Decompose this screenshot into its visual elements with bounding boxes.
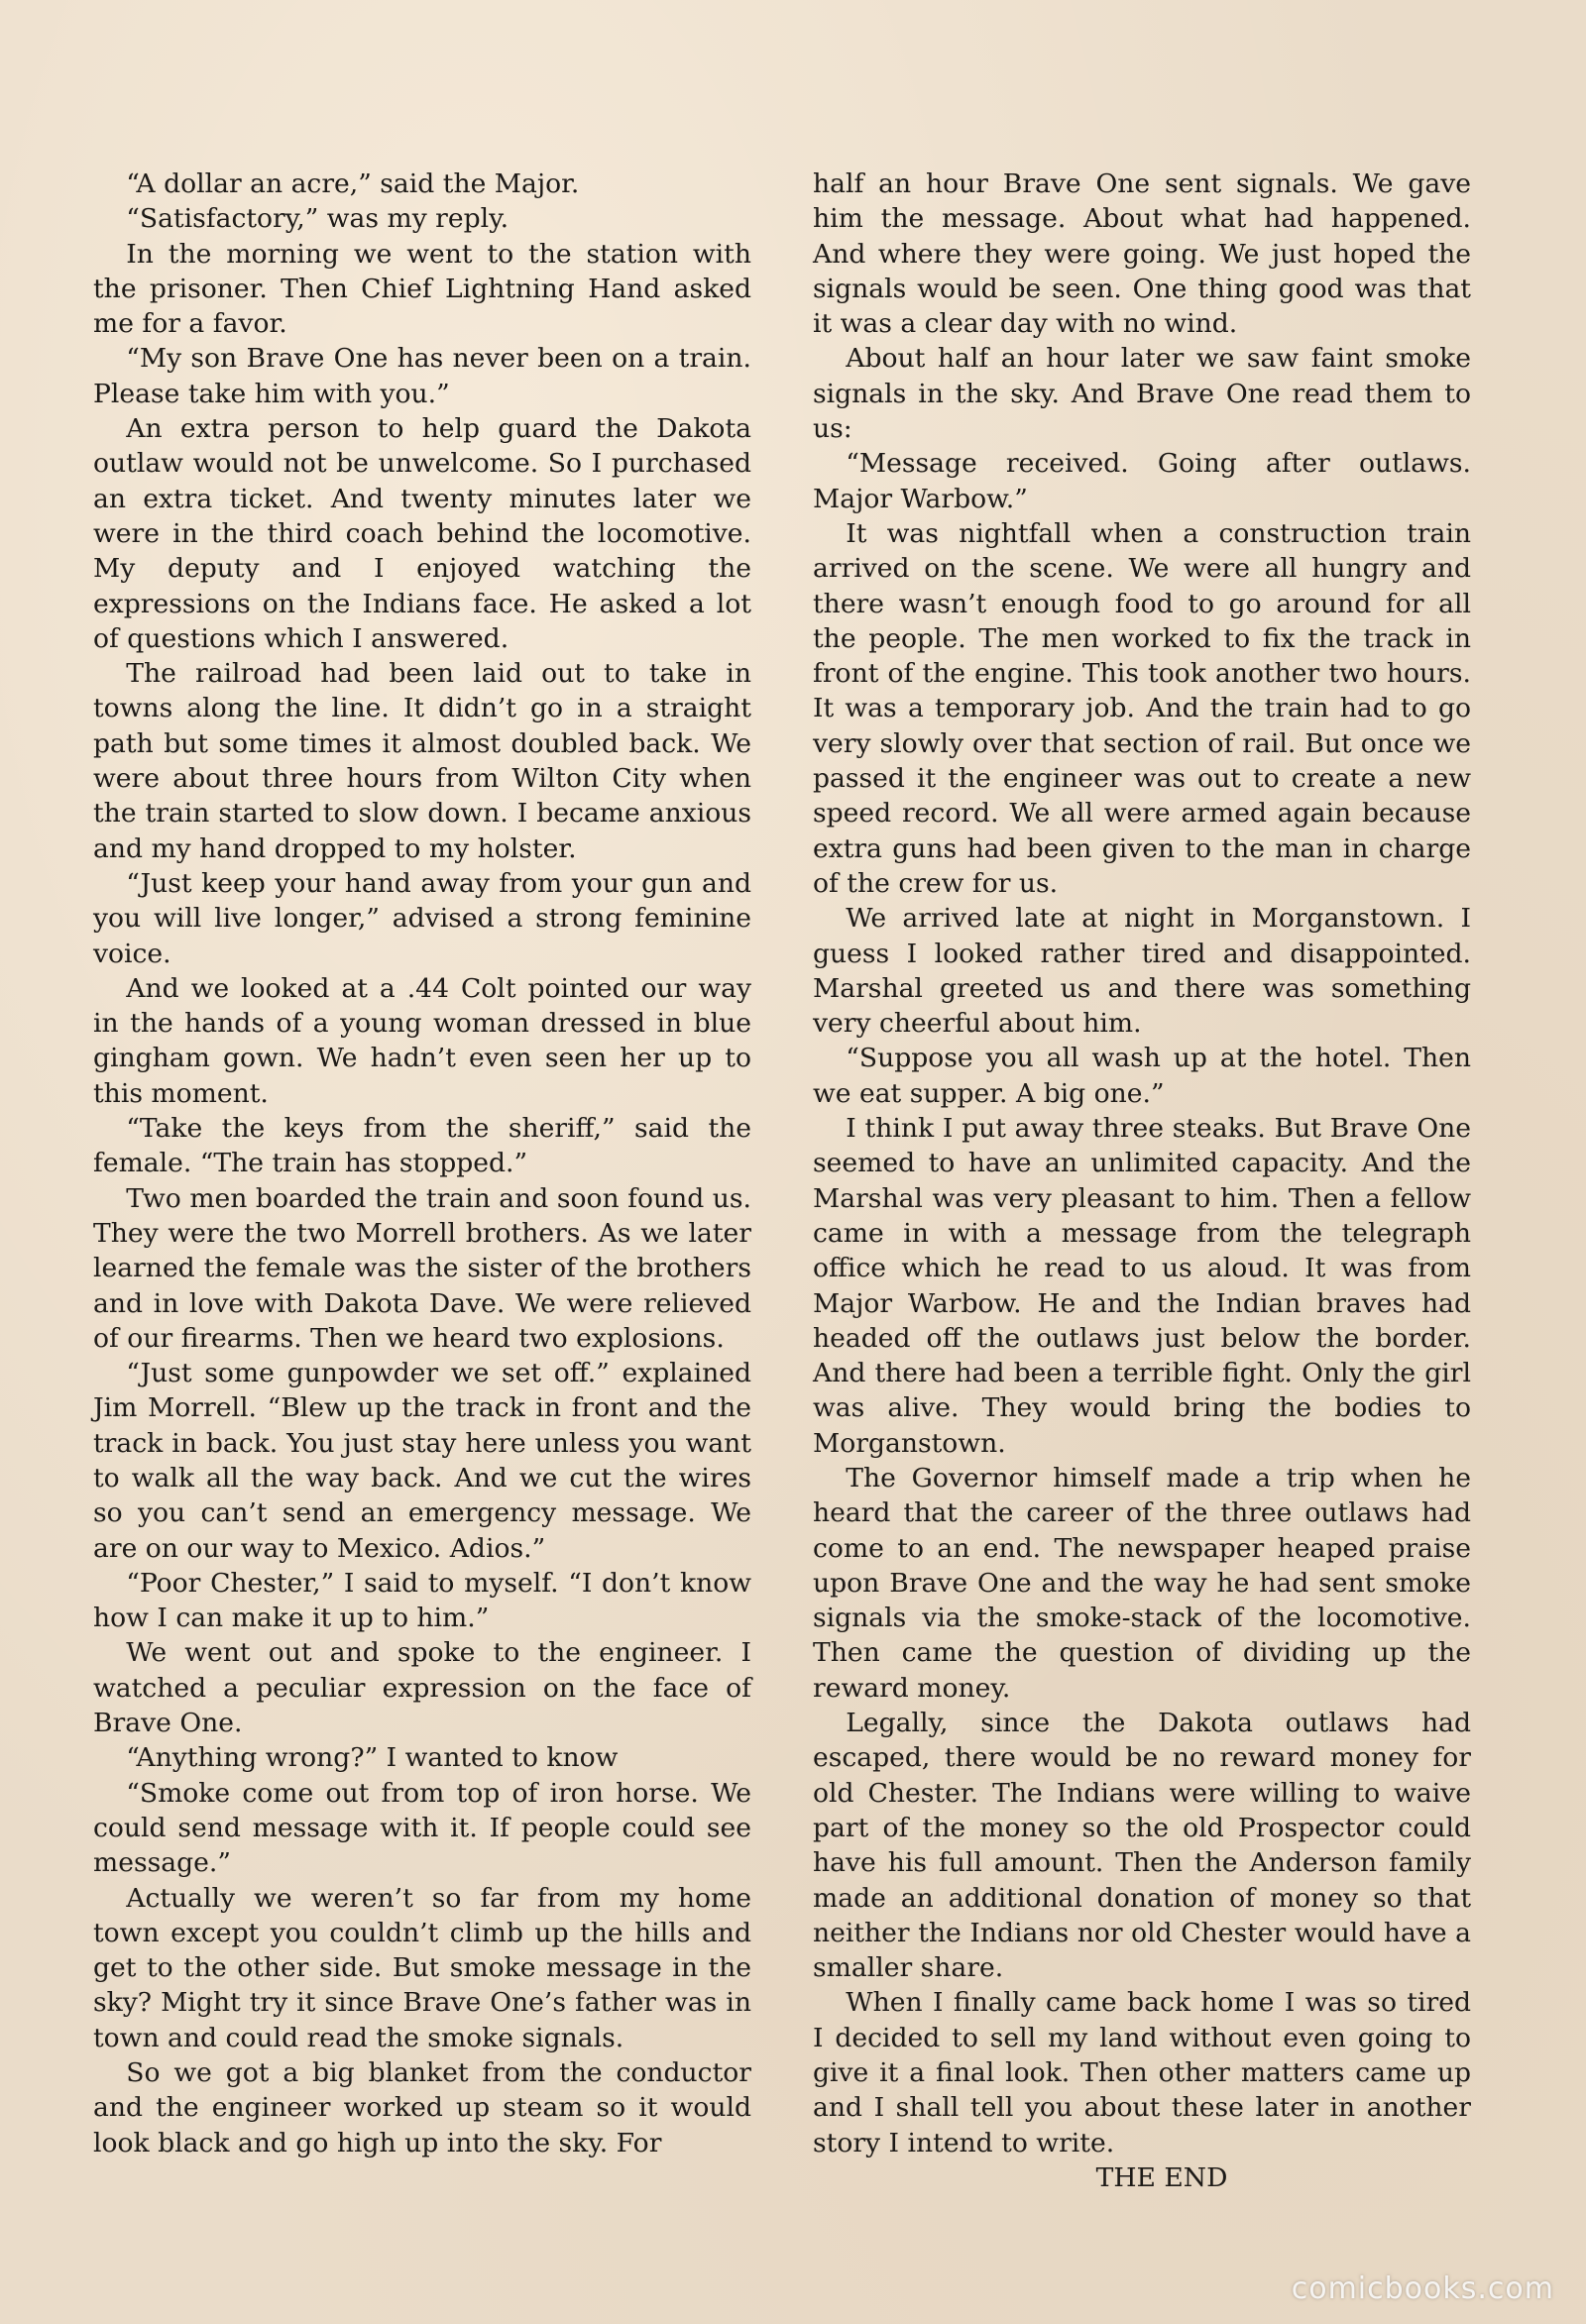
story-paragraph: “Take the keys from the sheriff,” said the female. “The train has stopped.” [93,1113,751,1179]
story-paragraph: “My son Brave One has never been on a train. Please take him with you.” [93,343,751,409]
story-paragraph: An extra person to help guard the Dakota outlaw would not be unwelcome. So I purchased an extra ticket. And twenty minutes later we were in the third coach behind the locomotive. My deputy and I enjoyed watching the expressions on the Indians face. He asked a lot of questions which I answered. [93,413,751,654]
story-paragraph: The Governor himself made a trip when he heard that the career of the three outlaws had come to an end. The newspaper heaped praise upon Brave One and the way he had sent smoke signals via the smoke-stack of the locomotive. Then came the question of dividing up the reward money. [813,1462,1471,1704]
continued-paragraph: half an hour Brave One sent signals. We gave him the message. About what had happened. And where they were going. We just hoped the signals would be seen. One thing good was that it was a clear day with no wind. [813,168,1471,340]
story-paragraph: When I finally came back home I was so tired I decided to sell my land without even going to give it a final look. Then other matters came up and I shall tell you about these later in another story I intend to write. [813,1987,1471,2158]
story-paragraph: Legally, since the Dakota outlaws had escaped, there would be no reward money for old Chester. The Indians were willing to waive part of the money so the old Prospector could have his full amount. Then the Anderson family made an additional donation of money so that neither the Indians nor old Chester would have a smaller share. [813,1708,1471,1984]
story-paragraph: About half an hour later we saw faint smoke signals in the sky. And Brave One read them to us: [813,343,1471,445]
story-paragraph: “Message received. Going after outlaws. Major Warbow.” [813,448,1471,514]
story-paragraph: It was nightfall when a construction train arrived on the scene. We were all hungry and there wasn’t enough food to go around for all the people. The men worked to fix the track in front of the engine. This took another two hours. It was a temporary job. And the train had to go very slowly over that section of rail. But once we passed it the engineer was out to create a new speed record. We all were armed again because extra guns had been given to the man in charge of the crew for us. [813,517,1471,899]
story-paragraph: I think I put away three steaks. But Brave One seemed to have an unlimited capacity. And the Marshal was very pleasant to him. Then a fellow came in with a message from the telegraph office which he read to us aloud. It was from Major Warbow. He and the Indian braves had headed off the outlaws just below the border. And there had been a terrible fight. Only the girl was alive. They would bring the bodies to Morganstown. [813,1113,1471,1459]
story-paragraph: “Suppose you all wash up at the hotel. Then we eat supper. A big one.” [813,1043,1471,1109]
story-paragraph: “Smoke come out from top of iron horse. We could send message with it. If people could see message.” [93,1777,751,1879]
story-paragraph: In the morning we went to the station with the prisoner. Then Chief Lightning Hand asked me for a favor. [93,238,751,340]
story-paragraph: “A dollar an acre,” said the Major. [126,168,580,199]
story-paragraph: We went out and spoke to the engineer. I watched a peculiar expression on the face of Brave One. [93,1637,751,1739]
story-paragraph: So we got a big blanket from the conductor and the engineer worked up steam so it would look black and go high up into the sky. For [93,2057,751,2158]
story-paragraph: Two men boarded the train and soon found us. They were the two Morrell brothers. As we later learned the female was the sister of the brothers and in love with Dakota Dave. We were relieved of our firearms. Then we heard two explosions. [93,1182,751,1354]
story-paragraph: And we looked at a .44 Colt pointed our way in the hands of a young woman dressed in blue gingham gown. We hadn’t even seen her up to this moment. [93,972,751,1109]
the-end-label: THE END [1095,2161,1228,2193]
story-paragraph: “Just keep your hand away from your gun and you will live longer,” advised a strong feminine voice. [93,867,751,969]
left-column [93,166,751,2160]
story-paragraph: The railroad had been laid out to take in towns along the line. It didn’t go in a straight path but some times it almost doubled back. We were about three hours from Wilton City when the train started to slow down. I became anxious and my hand dropped to my holster. [93,658,751,864]
story-paragraph: “Satisfactory,” was my reply. [126,203,510,235]
story-paragraph: “Poor Chester,” I said to myself. “I don’t know how I can make it up to him.” [93,1567,751,1634]
story-paragraph: Actually we weren’t so far from my home town except you couldn’t climb up the hills and get to the other side. But smoke message in the sky? Might try it since Brave One’s father was in town and could read the smoke signals. [93,1882,751,2053]
story-paragraph: We arrived late at night in Morganstown. I guess I looked rather tired and disappointed. Marshal greeted us and there was something very cheerful about him. [813,903,1471,1040]
story-paragraph: “Anything wrong?” I wanted to know [126,1742,619,1774]
right-column [813,166,1471,2195]
site-watermark: comicbooks.com [1291,2271,1554,2306]
story-paragraph: “Just some gunpowder we set off.” explained Jim Morrell. “Blew up the track in front and the track in back. You just stay here unless you want to walk all the way back. And we cut the wires so you can’t send an emergency message. We are on our way to Mexico. Adios.” [93,1358,751,1564]
